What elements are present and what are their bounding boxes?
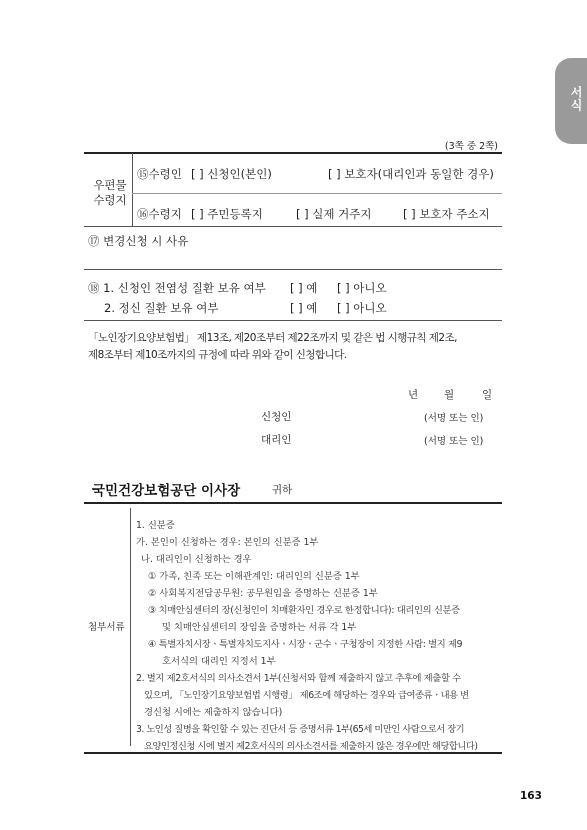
attachment-line: 및 치매안심센터의 장임을 증명하는 서류 각 1부 bbox=[162, 622, 357, 633]
applicant-label: 신청인 bbox=[261, 411, 292, 423]
section-tab[interactable] bbox=[555, 58, 587, 144]
attachment-line: 나. 대리인이 신청하는 경우 bbox=[141, 554, 252, 565]
section-tab-label: 서식 bbox=[569, 86, 583, 112]
address-option-guardian[interactable]: [ ] 보호자 주소지 bbox=[403, 207, 490, 221]
attachment-line: ② 사회복지전담공무원: 공무원임을 증명하는 신분증 1부 bbox=[148, 588, 378, 599]
divider bbox=[84, 502, 502, 504]
infectious-disease-question: ⑱ 1. 신청인 전염성 질환 보유 여부 bbox=[88, 281, 266, 295]
attachment-line: 경신청 시에는 제출하지 않습니다) bbox=[144, 707, 283, 718]
date-month: 월 bbox=[444, 389, 455, 401]
divider bbox=[132, 153, 133, 226]
change-reason-label: ⑰ 변경신청 시 사유 bbox=[88, 234, 189, 248]
mail-label-line1: 우편물 bbox=[93, 178, 127, 192]
mail-section-label bbox=[88, 178, 132, 208]
mental-illness-question: 2. 정신 질환 보유 여부 bbox=[104, 301, 219, 315]
divider bbox=[130, 508, 131, 746]
divider bbox=[84, 269, 502, 270]
attachment-line: 2. 별지 제2호서식의 의사소견서 1부(신청서와 함께 제출하지 않고 추후에 제출할 수 bbox=[136, 673, 461, 684]
date-day: 일 bbox=[482, 389, 493, 401]
attachment-line: 3. 노인성 질병을 확인할 수 있는 진단서 등 증명서류 1부(65세 미만인 사람으로서 장기 bbox=[136, 724, 465, 735]
attachment-line: ④ 특별자치시장ㆍ특별자치도지사ㆍ시장ㆍ군수ㆍ구청장이 지정한 사람: 별지 제9 bbox=[148, 639, 463, 650]
recipient-option-self[interactable]: [ ] 신청인(본인) bbox=[191, 167, 272, 181]
applicant-signature[interactable]: (서명 또는 인) bbox=[424, 413, 484, 424]
date-year: 년 bbox=[408, 389, 419, 401]
recipient-label: ⑮수령인 bbox=[137, 167, 182, 181]
infectious-yes[interactable]: [ ] 예 bbox=[290, 281, 318, 295]
mail-label-line2: 수령지 bbox=[93, 193, 127, 207]
attachment-line: ③ 치매안심센터의 장(신청인이 치매환자인 경우로 한정합니다): 대리인의 신분증 bbox=[148, 605, 460, 616]
divider bbox=[84, 320, 502, 321]
attachment-line: 1. 신분증 bbox=[136, 520, 175, 531]
addressee-title: 국민건강보험공단 이사장 bbox=[92, 483, 241, 499]
statement-line1: 「노인장기요양보험법」 제13조, 제20조부터 제22조까지 및 같은 법 시행규칙 제2조, bbox=[88, 332, 457, 344]
attachment-line: 가. 본인이 신청하는 경우: 본인의 신분증 1부 bbox=[136, 537, 319, 548]
recipient-option-guardian[interactable]: [ ] 보호자(대리인과 동일한 경우) bbox=[328, 167, 494, 181]
statement-line2: 제8조부터 제10조까지의 규정에 따라 위와 같이 신청합니다. bbox=[88, 349, 347, 361]
agent-label: 대리인 bbox=[261, 434, 292, 446]
attachment-line: 있으며, 「노인장기요양보험법 시행령」 제6조에 해당하는 경우와 급여종류ㆍ내용 변 bbox=[144, 690, 469, 701]
page-number: 163 bbox=[520, 790, 542, 802]
divider bbox=[132, 193, 502, 194]
attachments-label: 첨부서류 bbox=[88, 622, 125, 633]
divider bbox=[84, 752, 502, 754]
addressee-suffix: 귀하 bbox=[272, 484, 293, 496]
page-indicator: (3쪽 중 2쪽) bbox=[444, 141, 498, 152]
mental-yes[interactable]: [ ] 예 bbox=[290, 301, 318, 315]
mental-no[interactable]: [ ] 아니오 bbox=[337, 301, 387, 315]
infectious-no[interactable]: [ ] 아니오 bbox=[337, 281, 387, 295]
attachment-line: 요양인정신청 시에 별지 제2호서식의 의사소견서를 제출하지 않은 경우에만 해당합니다) bbox=[144, 741, 478, 752]
attachment-line: ① 가족, 친족 또는 이해관계인: 대리인의 신분증 1부 bbox=[148, 571, 360, 582]
divider bbox=[84, 226, 502, 227]
divider bbox=[84, 152, 502, 154]
address-label: ⑯수령지 bbox=[137, 207, 182, 221]
address-option-actual[interactable]: [ ] 실제 거주지 bbox=[296, 207, 372, 221]
address-option-registered[interactable]: [ ] 주민등록지 bbox=[191, 207, 263, 221]
agent-signature[interactable]: (서명 또는 인) bbox=[424, 436, 484, 447]
attachment-line: 호서식의 대리인 지정서 1부 bbox=[162, 656, 276, 667]
